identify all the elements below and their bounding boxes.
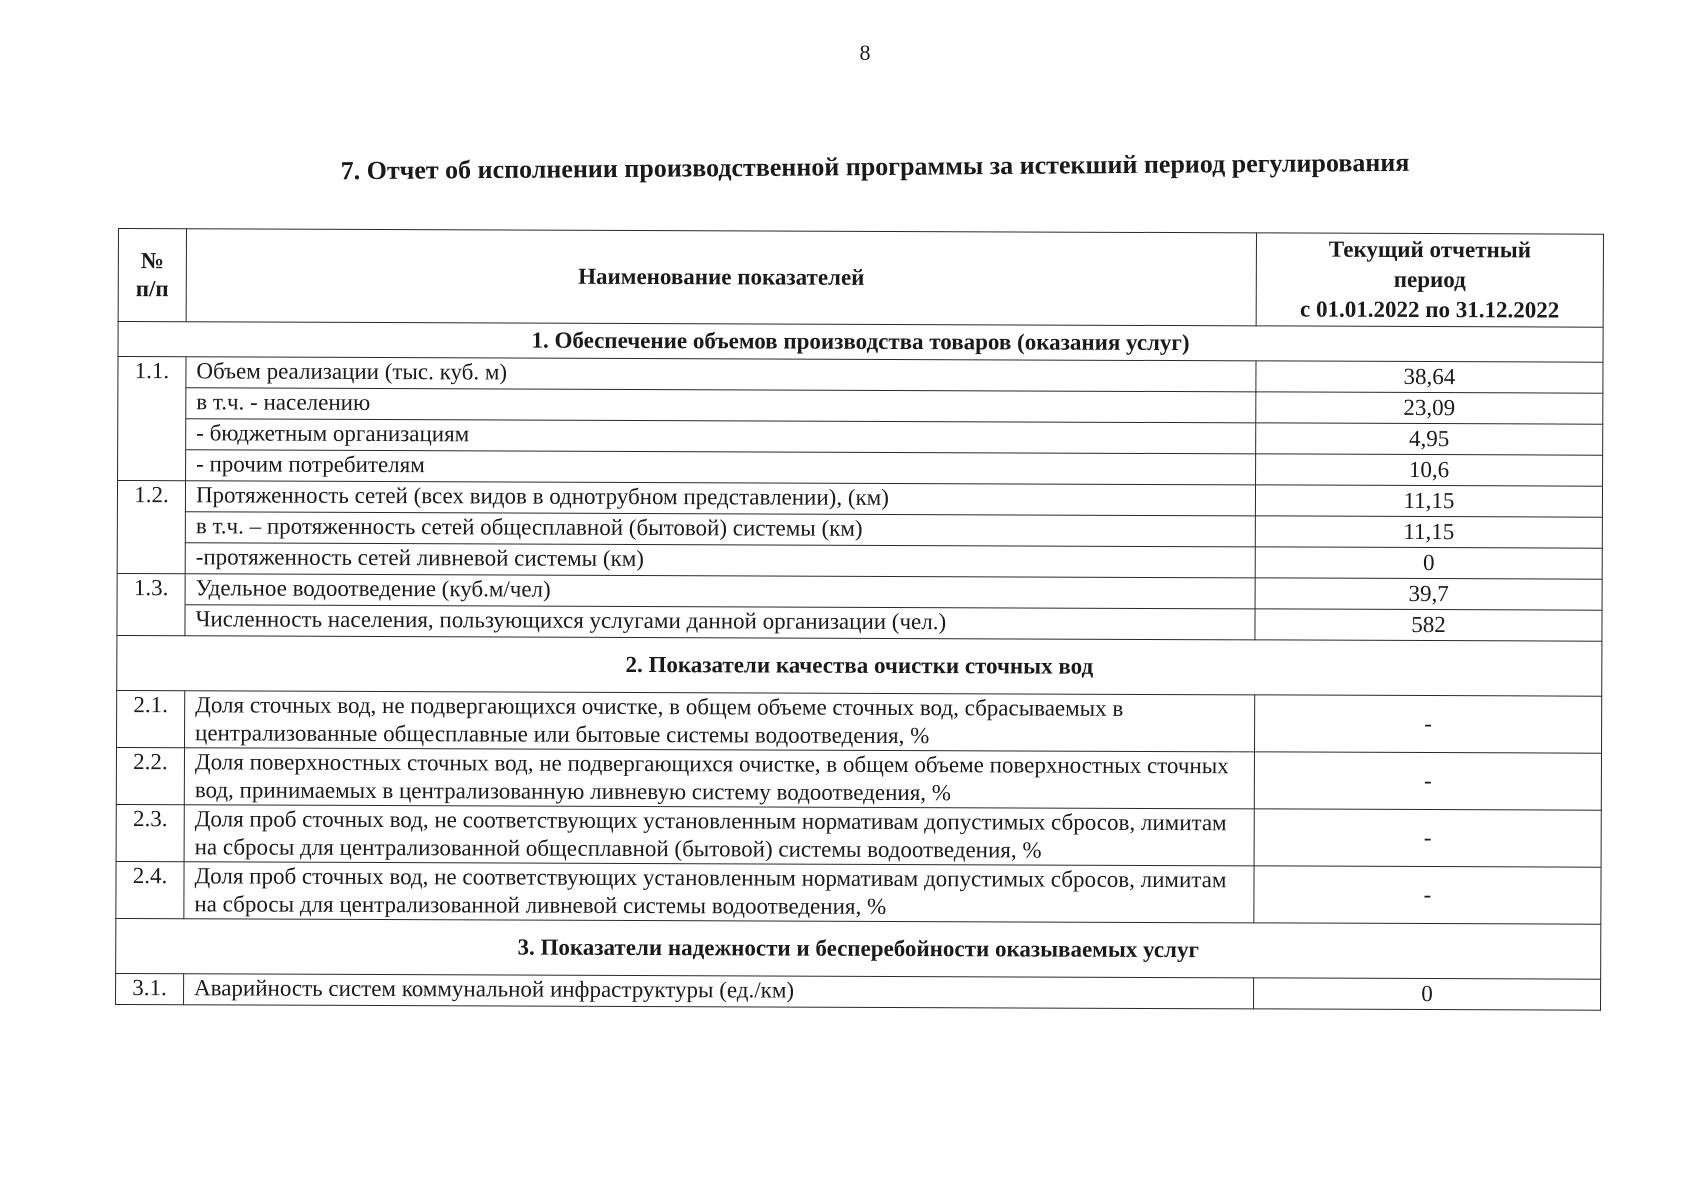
row-num: 2.2. [116, 747, 184, 804]
row-value: 0 [1254, 978, 1601, 1010]
row-value: 39,7 [1255, 578, 1602, 610]
row-name: -протяженность сетей ливневой системы (км) [185, 543, 1255, 578]
row-value: 23,09 [1256, 392, 1603, 424]
row-name: в т.ч. - населению [186, 388, 1256, 423]
row-name: Объем реализации (тыс. куб. м) [186, 357, 1256, 392]
row-value: 11,15 [1255, 516, 1602, 548]
row-value: 10,6 [1256, 454, 1603, 486]
row-num: 2.1. [117, 690, 185, 747]
row-name: Доля проб сточных вод, не соответствующих установленным нормативам допустимых сбросов, лимитам на сбросы для централизованной общесплавной (бытовой) системы водоотведения, % [184, 805, 1254, 866]
section-row [116, 918, 1601, 979]
section-title: 3. Показатели надежности и бесперебойности оказываемых услуг [116, 918, 1601, 979]
row-name: Численность населения, пользующихся услугами данной организации (чел.) [185, 605, 1255, 640]
header-num [118, 229, 186, 322]
row-value: 0 [1255, 547, 1602, 579]
table-row [116, 747, 1601, 810]
section-row [118, 322, 1603, 363]
report-table-wrapper [115, 228, 1603, 1011]
row-num: 3.1. [116, 973, 184, 1004]
row-value: 11,15 [1255, 485, 1602, 517]
document-title: 7. Отчет об исполнении производственной программы за истекший период регулирования [340, 147, 1410, 186]
row-num: 2.3. [116, 804, 184, 861]
row-value: 4,95 [1256, 423, 1603, 455]
row-name: Удельное водоотведение (куб.м/чел) [185, 574, 1255, 609]
row-name: - бюджетным организациям [186, 419, 1256, 454]
row-name: - прочим потребителям [186, 450, 1256, 485]
row-name: Доля проб сточных вод, не соответствующих установленным нормативам допустимых сбросов, лимитам на сбросы для централизованной ливневой системы водоотведения, % [184, 862, 1254, 923]
header-value-line-2: период [1393, 266, 1466, 293]
header-value [1256, 233, 1603, 327]
section-title: 2. Показатели качества очистки сточных вод [117, 635, 1602, 696]
row-value: - [1254, 752, 1601, 810]
row-name: Протяженность сетей (всех видов в однотрубном представлении), (км) [185, 481, 1255, 516]
row-num: 1.2. [117, 481, 185, 574]
table-row [116, 973, 1601, 1010]
row-value: 38,64 [1256, 361, 1603, 393]
row-name: в т.ч. – протяженность сетей общесплавной (бытовой) системы (км) [185, 512, 1255, 547]
report-table [115, 228, 1604, 1011]
header-num-line-2: п/п [135, 276, 169, 302]
row-name: Аварийность систем коммунальной инфраструктуры (ед./км) [184, 974, 1254, 1009]
row-name: Доля поверхностных сточных вод, не подвергающихся очистке, в общем объеме поверхностных сточных вод, принимаемых в централизованную ливневую систему водоотведения, % [184, 748, 1254, 809]
row-name: Доля сточных вод, не подвергающихся очистке, в общем объеме сточных вод, сбрасываемых в централизованные общесплавные или бытовые системы водоотведения, % [185, 691, 1255, 752]
header-num-line-1: № [140, 248, 164, 274]
page-number: 8 [859, 40, 871, 65]
section-title: 1. Обеспечение объемов производства товаров (оказания услуг) [118, 322, 1603, 363]
row-value: 582 [1255, 609, 1602, 641]
table-row [116, 804, 1601, 867]
row-num: 2.4. [116, 861, 184, 918]
table-row [117, 690, 1602, 753]
table-header-row [118, 229, 1603, 328]
row-value: - [1254, 695, 1601, 753]
header-value-line-1: Текущий отчетный [1328, 236, 1532, 263]
section-row [117, 635, 1602, 696]
row-value: - [1254, 809, 1601, 867]
row-value: - [1254, 866, 1601, 924]
table-row [116, 861, 1601, 924]
row-num: 1.1. [118, 357, 186, 481]
header-value-line-3: с 01.01.2022 по 31.12.2022 [1300, 296, 1560, 323]
header-name: Наименование показателей [186, 229, 1256, 326]
row-num: 1.3. [117, 573, 185, 635]
